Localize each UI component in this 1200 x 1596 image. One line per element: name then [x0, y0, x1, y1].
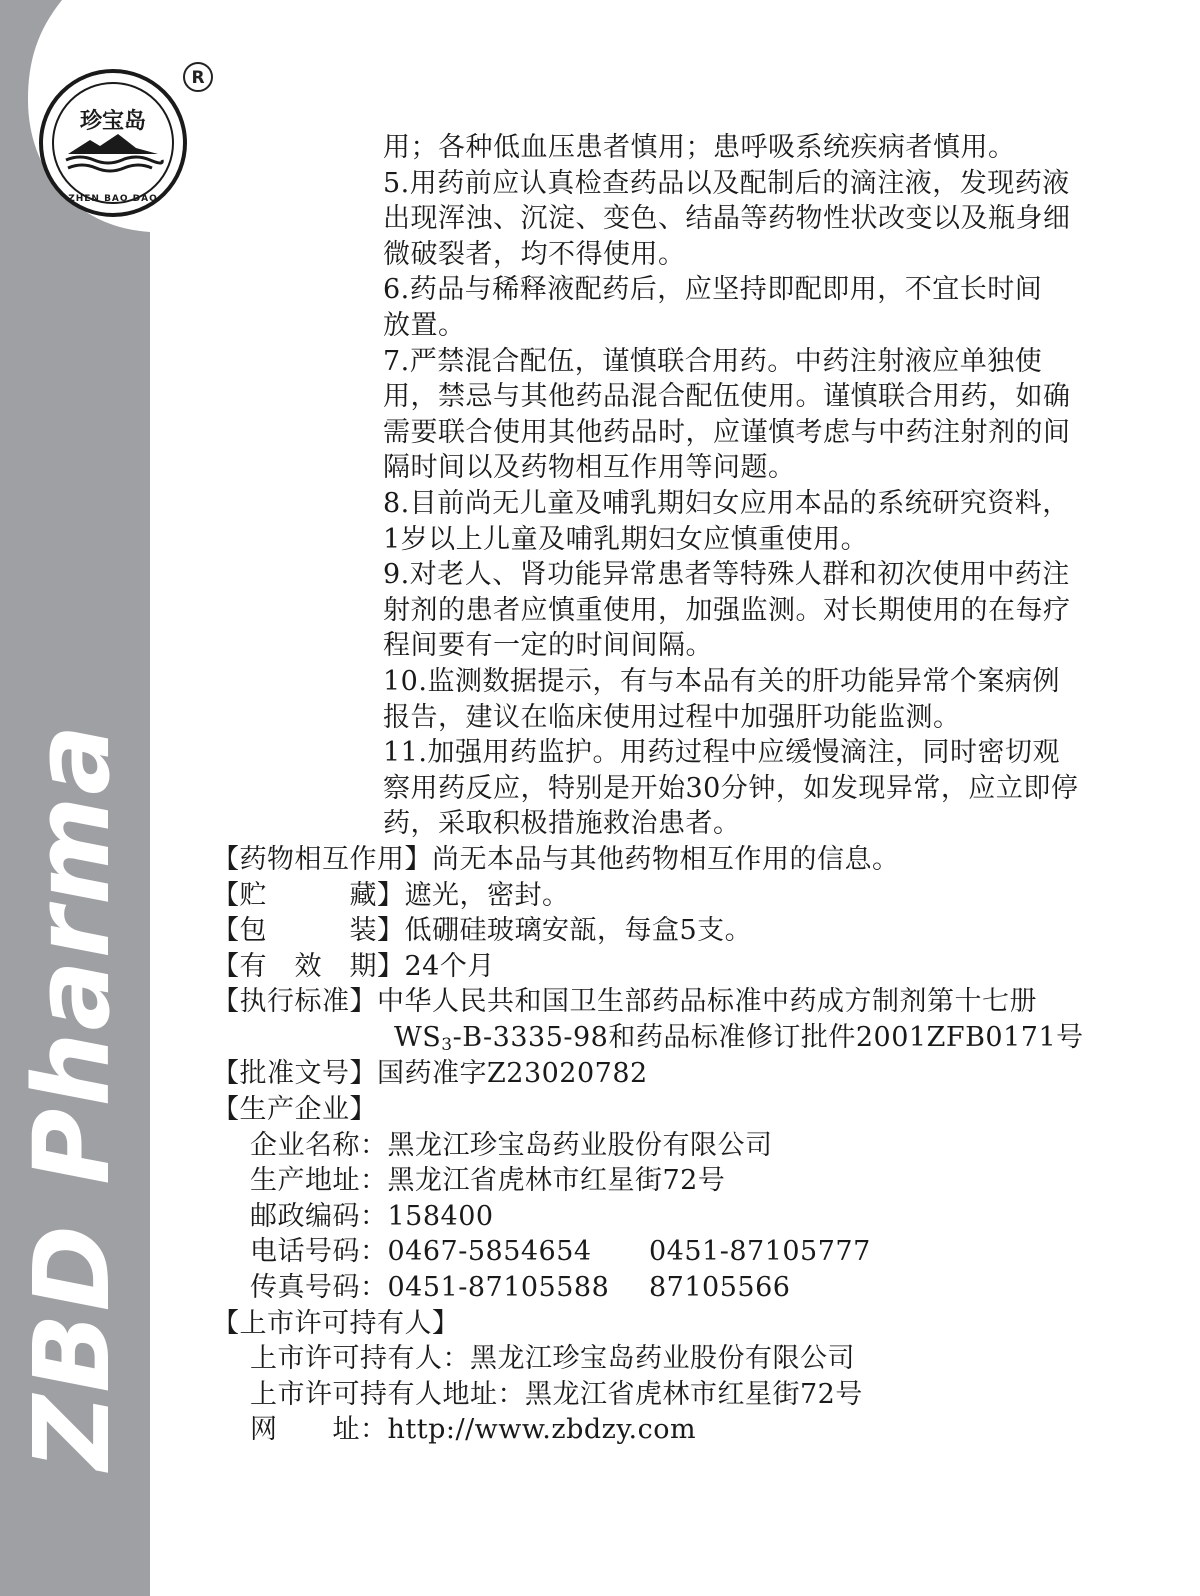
postcode-value: 158400 — [387, 1200, 494, 1232]
standard-code-rest: -B-3335-98和药品标准修订批件2001ZFB0171号 — [452, 1021, 1084, 1053]
holder-name-label: 上市许可持有人： — [250, 1343, 470, 1375]
storage-row — [212, 878, 1172, 914]
text-line: 9.对老人、肾功能异常患者等特殊人群和初次使用中药注 — [383, 559, 1070, 591]
standard-label: 【执行标准】 — [212, 986, 377, 1018]
text-line: 程间要有一定的时间间隔。 — [383, 630, 713, 662]
interaction-row — [212, 842, 1172, 878]
text-line: 报告，建议在临床使用过程中加强肝功能监测。 — [383, 701, 961, 733]
package-row — [212, 913, 1172, 949]
manufacturer-name-label: 企业名称： — [250, 1129, 388, 1161]
standard-row — [212, 984, 1172, 1020]
text-line: 11.加强用药监护。用药过程中应缓慢滴注，同时密切观 — [383, 737, 1060, 769]
phone-row — [212, 1234, 871, 1270]
expiry-row — [212, 949, 1172, 985]
text-line: 5.用药前应认真检查药品以及配制后的滴注液，发现药液 — [383, 167, 1070, 199]
holder-address-row — [212, 1377, 863, 1413]
text-line: 射剂的患者应慎重使用，加强监测。对长期使用的在每疗 — [383, 594, 1071, 626]
website-row — [212, 1412, 863, 1448]
standard-code-sub: 3 — [441, 1034, 453, 1055]
holder-address-value: 黑龙江省虎林市红星街72号 — [525, 1378, 863, 1410]
spec-section — [212, 842, 1172, 1091]
text-line: 隔时间以及药物相互作用等问题。 — [383, 452, 796, 484]
logo-text: 珍宝岛 — [79, 109, 147, 134]
manufacturer-name-row — [212, 1128, 863, 1164]
text-line: 微破裂者，均不得使用。 — [383, 238, 686, 270]
standard-code-prefix: WS — [394, 1021, 442, 1053]
company-section — [212, 1092, 871, 1448]
phone-value-1: 0467-5854654 — [387, 1236, 592, 1268]
text-line: 1岁以上儿童及哺乳期妇女应慎重使用。 — [383, 523, 869, 555]
text-line: 药，采取积极措施救治患者。 — [383, 808, 741, 840]
zbd-logo-icon — [38, 68, 188, 218]
text-line: 出现浑浊、沉淀、变色、结晶等药物性状改变以及瓶身细 — [383, 203, 1071, 235]
registered-mark-icon: R — [183, 62, 213, 92]
standard-value: 中华人民共和国卫生部药品标准中药成方制剂第十七册 — [377, 986, 1037, 1018]
fax-value-1: 0451-87105588 — [387, 1271, 610, 1303]
text-line: 10.监测数据提示，有与本品有关的肝功能异常个案病例 — [383, 665, 1060, 697]
holder-heading: 【上市许可持有人】 — [212, 1307, 460, 1339]
logo-ring-text: ZHEN BAO DAO — [68, 194, 158, 204]
text-line: 7.严禁混合配伍，谨慎联合用药。中药注射液应单独使 — [383, 345, 1043, 377]
phone-label: 电话号码： — [250, 1236, 388, 1268]
postcode-row — [212, 1199, 863, 1235]
phone-value-2: 0451-87105777 — [649, 1236, 871, 1268]
interaction-value: 尚无本品与其他药物相互作用的信息。 — [432, 844, 900, 875]
manufacturer-address-row — [212, 1163, 863, 1199]
precautions-text — [383, 130, 1128, 842]
approval-row — [212, 1056, 1172, 1092]
storage-value: 遮光，密封。 — [404, 879, 570, 911]
interaction-label: 【药物相互作用】 — [212, 844, 432, 875]
manufacturer-name-value: 黑龙江珍宝岛药业股份有限公司 — [387, 1129, 773, 1161]
manufacturer-address-value: 黑龙江省虎林市红星街72号 — [387, 1165, 726, 1197]
text-line: 6.药品与稀释液配药后，应坚持即配即用，不宜长时间 — [383, 274, 1043, 306]
vertical-brand-text: ZBD Pharma — [11, 722, 133, 1470]
fax-label: 传真号码： — [250, 1271, 388, 1303]
expiry-label: 【有 效 期】 — [212, 950, 405, 982]
manufacturer-address-label: 生产地址： — [250, 1165, 388, 1197]
postcode-label: 邮政编码： — [250, 1200, 388, 1232]
holder-name-value: 黑龙江珍宝岛药业股份有限公司 — [470, 1343, 855, 1375]
approval-label: 【批准文号】 — [212, 1057, 377, 1089]
text-line: 需要联合使用其他药品时，应谨慎考虑与中药注射剂的间 — [383, 416, 1071, 448]
storage-label: 【贮 藏】 — [212, 879, 405, 911]
website-label: 网 址： — [250, 1414, 388, 1446]
holder-name-row — [212, 1341, 863, 1377]
approval-value: 国药准字Z23020782 — [377, 1057, 648, 1089]
text-line: 用；各种低血压患者慎用；患呼吸系统疾病者慎用。 — [383, 132, 1016, 163]
website-value: http://www.zbdzy.com — [387, 1414, 697, 1446]
package-label: 【包 装】 — [212, 915, 405, 947]
text-line: 用，禁忌与其他药品混合配伍使用。谨慎联合用药，如确 — [383, 381, 1071, 413]
expiry-value: 24个月 — [404, 950, 495, 982]
text-line: 察用药反应，特别是开始30分钟，如发现异常，应立即停 — [383, 772, 1079, 804]
text-line: 8.目前尚无儿童及哺乳期妇女应用本品的系统研究资料， — [383, 487, 1070, 519]
fax-row — [212, 1270, 863, 1306]
fax-value-2: 87105566 — [649, 1271, 791, 1303]
text-line: 放置。 — [383, 309, 466, 341]
manufacturer-heading: 【生产企业】 — [212, 1094, 377, 1125]
holder-address-label: 上市许可持有人地址： — [250, 1378, 525, 1410]
standard-row-cont — [212, 1020, 1172, 1056]
package-value: 低硼硅玻璃安瓿，每盒5支。 — [404, 915, 753, 947]
